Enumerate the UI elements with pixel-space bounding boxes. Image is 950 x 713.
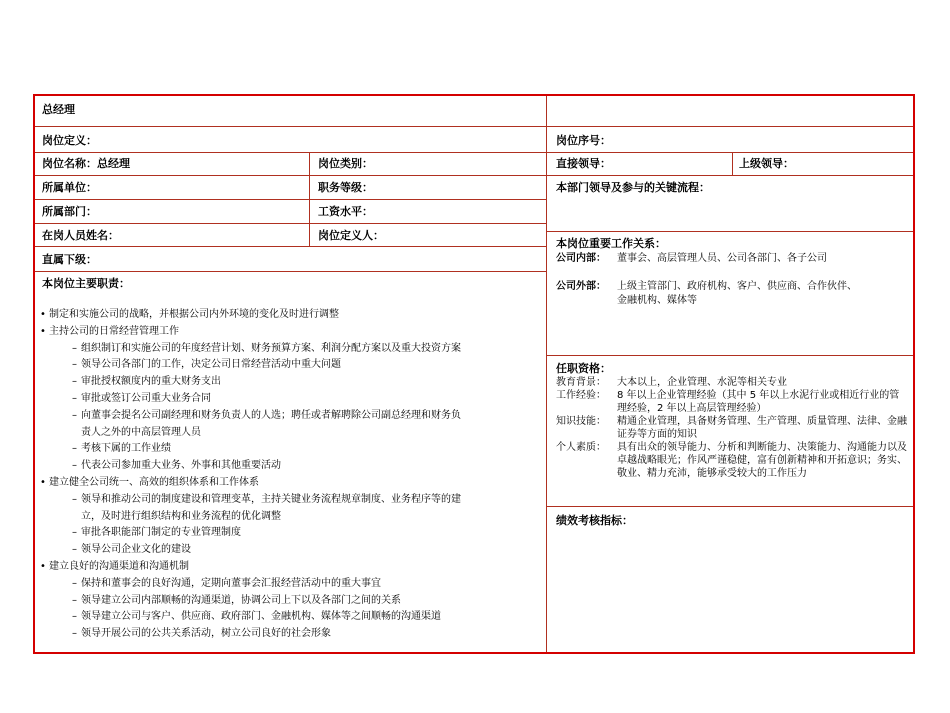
duty-item [72,392,211,405]
duty-bullet: – [72,527,77,539]
row-divider [35,271,546,272]
external-value-1: 上级主管部门、政府机构、客户、供应商、合作伙伴、 [617,281,857,292]
duty-item [72,375,221,388]
personal-value: 具有出众的领导能力、分析和判断能力、决策能力、沟通能力以及卓越战略眼光；作风严谨稳健，富有创新精神和开拓意识；务实、敬业、精力充沛，能够承受较大的工作压力 [617,442,907,479]
duty-item [40,325,179,338]
skills-value: 精通企业管理，具备财务管理、生产管理、质量管理、法律、金融证券等方面的知识 [617,416,907,440]
duty-bullet: – [72,443,77,455]
duty-bullet: – [72,393,77,404]
duty-text: 领导建立公司内部顺畅的沟通渠道，协调公司上下以及各部门之间的关系 [81,594,401,606]
duty-text: 审批或签订公司重大业务合同 [81,393,211,404]
duty-text: 领导建立公司与客户、供应商、政府部门、金融机构、媒体等之间顺畅的沟通渠道 [81,611,441,623]
incumbent-label: 在岗人员姓名： [42,229,119,242]
duty-text: 领导和推动公司的制度建设和管理变革，主持关键业务流程规章制度、业务程序等的建 [81,493,461,505]
serial-label: 岗位序号： [556,134,611,147]
duty-text: 建立健全公司统一、高效的组织体系和工作体系 [49,477,259,488]
row-divider [35,152,913,153]
duty-bullet: • [40,477,46,488]
duty-text: 向董事会提名公司副经理和财务负责人的人选；聘任或者解聘除公司副总经理和财务负 [81,409,461,421]
duty-item [40,308,339,321]
external-value-2: 金融机构、媒体等 [617,295,697,306]
row-divider [546,231,913,232]
duty-bullet: – [72,544,77,556]
external-label: 公司外部： [556,281,606,292]
duty-text: 领导公司各部门的工作，决定公司日常经营活动中重大问题 [81,359,341,371]
education-value: 大本以上，企业管理、水泥等相关专业 [617,377,787,388]
duty-item [72,358,341,371]
column-divider [546,96,547,652]
duty-bullet: • [40,561,46,572]
duty-bullet: – [72,409,77,421]
column-divider [732,152,733,175]
duty-item [72,426,201,439]
experience-value: 8 年以上企业管理经验（其中 5 年以上水泥行业或相近行业的管理经验，2 年以上高层管理经验） [617,390,900,414]
duty-text: 审批授权额度内的重大财务支出 [81,376,221,388]
duty-item [72,442,171,455]
duty-bullet: – [72,342,77,354]
duty-bullet: – [72,611,77,623]
row-divider [35,246,546,247]
duties-title: 本岗位主要职责： [42,277,130,290]
header-title: 总经理 [42,103,75,116]
duty-bullet: – [72,628,77,640]
qualification-title: 任职资格： [556,362,611,375]
duty-text: 领导公司企业文化的建设 [81,544,191,556]
kpi-label: 绩效考核指标： [556,514,633,527]
duty-item [72,610,441,623]
definer-label: 岗位定义人： [318,229,384,242]
duty-bullet: – [72,577,77,589]
internal-label: 公司内部： [556,253,606,264]
duty-item [72,510,281,523]
duty-item [72,577,381,590]
duty-item [40,560,189,573]
duty-bullet: – [72,493,77,505]
unit-label: 所属单位： [42,181,97,194]
duty-item [72,543,191,556]
duty-item [40,476,259,489]
superior-label: 上级领导： [739,157,794,170]
duty-bullet: – [72,359,77,371]
duty-text: 制定和实施公司的战略，并根据公司内外环境的变化及时进行调整 [49,309,339,320]
duty-bullet: – [72,460,77,472]
position-definition-label: 岗位定义： [42,134,97,147]
row-divider [546,355,913,356]
row-divider [35,199,546,200]
duty-text: 主持公司的日常经营管理工作 [49,325,179,337]
duty-text: 保持和董事会的良好沟通，定期向董事会汇报经营活动中的重大事宜 [81,577,381,589]
row-divider [546,506,913,507]
relations-title: 本岗位重要工作关系： [556,237,666,250]
subordinates-label: 直属下级： [42,253,97,266]
duty-bullet: – [72,376,77,388]
duty-item [72,342,461,355]
salary-label: 工资水平： [318,205,373,218]
internal-value: 董事会、高层管理人员、公司各部门、各子公司 [617,253,827,264]
duty-bullet: – [72,594,77,606]
row-divider [35,175,913,176]
experience-label: 工作经验： [556,390,606,401]
row-divider [35,223,546,224]
duty-item [72,459,281,472]
duty-text: 责人之外的中高层管理人员 [81,426,201,438]
department-label: 所属部门： [42,205,97,218]
key-process-label: 本部门领导及参与的关键流程： [556,181,710,194]
education-label: 教育背景： [556,377,606,388]
duty-item [72,627,331,640]
duty-bullet: • [40,325,46,337]
duty-item [72,594,401,607]
skills-label: 知识技能： [556,416,606,427]
column-divider [309,152,310,246]
duty-text: 审批各职能部门制定的专业管理制度 [81,527,241,539]
duty-text: 考核下属的工作业绩 [81,443,171,455]
duty-text: 建立良好的沟通渠道和沟通机制 [49,561,189,572]
position-category-label: 岗位类别： [318,157,373,170]
rank-label: 职务等级： [318,181,373,194]
personal-label: 个人素质： [556,442,606,453]
duty-text: 领导开展公司的公共关系活动，树立公司良好的社会形象 [81,628,331,640]
row-divider [35,126,913,127]
duty-text: 代表公司参加重大业务、外事和其他重要活动 [81,460,281,472]
duty-bullet: • [40,309,46,320]
direct-leader-label: 直接领导： [556,157,611,170]
duty-text: 组织制订和实施公司的年度经营计划、财务预算方案、利润分配方案以及重大投资方案 [81,342,461,354]
duty-item [72,493,461,506]
duty-item [72,526,241,539]
duty-text: 立，及时进行组织结构和业务流程的优化调整 [81,510,281,522]
duty-item [72,409,461,422]
position-name: 岗位名称：总经理 [42,157,130,170]
